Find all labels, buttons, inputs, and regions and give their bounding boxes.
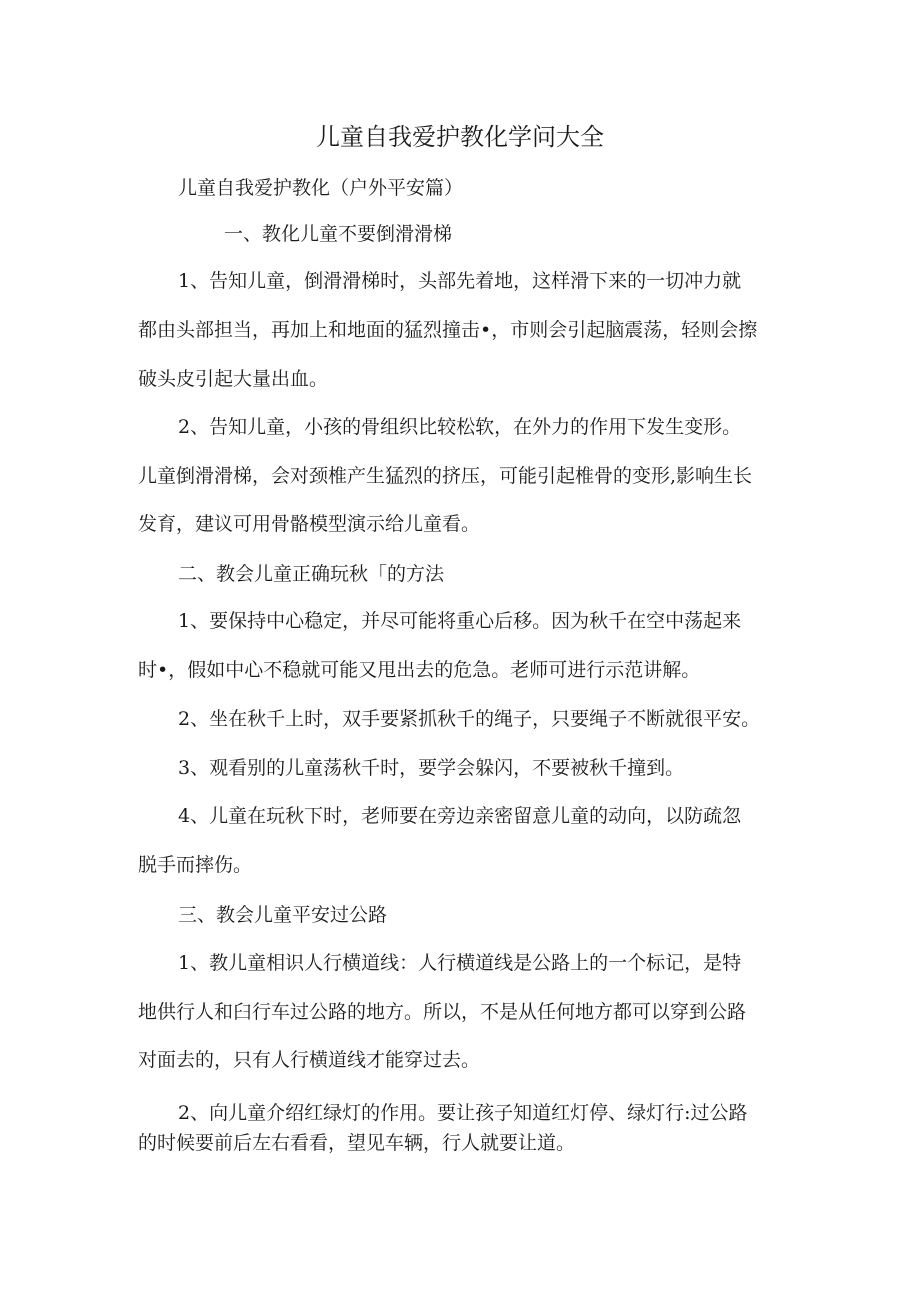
paragraph-line: 发育，建议可用骨骼模型演示给儿童看。	[138, 513, 481, 535]
section-2-heading: 二、教会儿童正确玩秋「的方法	[178, 563, 445, 585]
paragraph-line: 1、教儿童相识人行横道线：人行横道线是公路上的一个标记，是特	[178, 952, 742, 974]
paragraph-line: 的时候要前后左右看看，望见车辆，行人就要让道。	[138, 1132, 576, 1154]
paragraph-line: 对面去的，只有人行横道线才能穿过去。	[138, 1049, 481, 1071]
paragraph-line: 破头皮引起大量出血。	[138, 368, 329, 390]
paragraph-line: 2、告知儿童，小孩的骨组织比较松软，在外力的作用下发生变形。	[178, 416, 742, 438]
paragraph-line: 2、坐在秋千上时，双手要紧抓秋千的绳子，只要绳子不断就很平安。	[178, 708, 761, 730]
paragraph-line: 2、向儿童介绍红绿灯的作用。要让孩子知道红灯停、绿灯行:过公路	[178, 1102, 748, 1124]
paragraph-line: 1、要保持中心稳定，并尽可能将重心后移。因为秋千在空中荡起来	[178, 610, 742, 632]
section-3-heading: 三、教会儿童平安过公路	[178, 904, 388, 926]
paragraph-line: 地供行人和臼行车过公路的地方。所以，不是从任何地方都可以穿到公路	[138, 1001, 747, 1023]
document-subtitle: 儿童自我爱护教化（户外平安篇）	[178, 177, 464, 199]
document-title: 儿童自我爱护教化学问大全	[316, 123, 604, 151]
paragraph-line: 4、儿童在玩秋下时，老师要在旁边亲密留意儿童的动向，以防疏忽	[178, 805, 742, 827]
paragraph-line: 1、告知儿童，倒滑滑梯时，头部先着地，这样滑下来的一切冲力就	[178, 270, 742, 292]
paragraph-line: 3、观看别的儿童荡秋千时，要学会躲闪，不要被秋千撞到。	[178, 757, 685, 779]
paragraph-line: 都由头部担当，再加上和地面的猛烈撞击•，市则会引起脑震荡，轻则会擦	[138, 319, 758, 341]
paragraph-line: 脱手而摔伤。	[138, 854, 253, 876]
paragraph-line: 儿童倒滑滑梯，会对颈椎产生猛烈的挤压，可能引起椎骨的变形,影响生长	[138, 465, 753, 487]
paragraph-line: 时•，假如中心不稳就可能又甩出去的危急。老师可进行示范讲解。	[138, 659, 701, 681]
section-1-heading: 一、教化儿童不要倒滑滑梯	[224, 223, 453, 245]
